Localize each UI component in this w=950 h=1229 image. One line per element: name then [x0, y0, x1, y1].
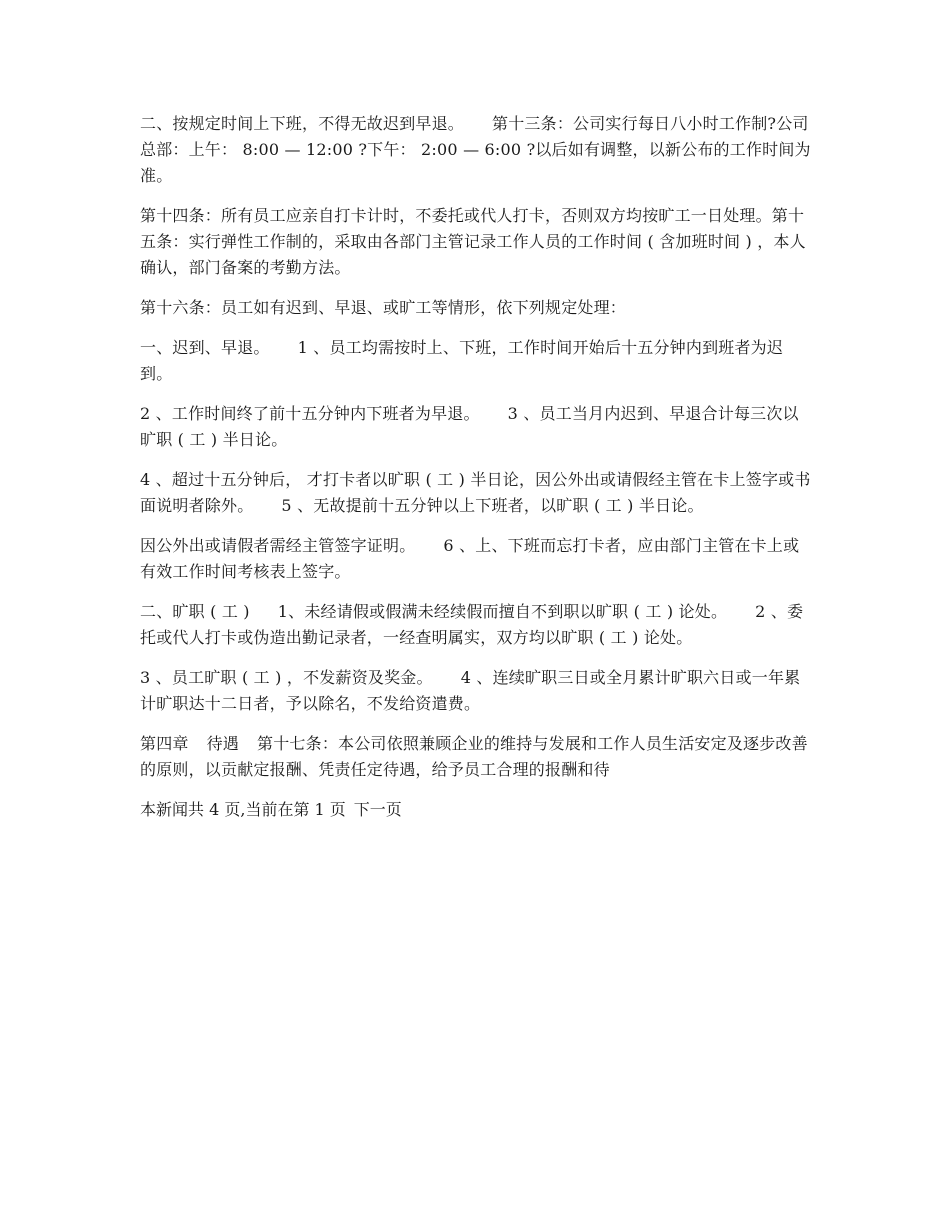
- paragraph: [140, 295, 812, 321]
- paragraph-text: 4 、连续旷职三日或全月累计旷职六日或一年累计旷职达十二日者，予以除名，不发给资遣费。: [140, 668, 801, 713]
- paragraph-text: 二、按规定时间上下班，不得无故迟到早退。: [140, 114, 465, 133]
- paragraph-text: 1、未经请假或假满未经续假而擅自不到职以旷职 ( 工 ) 论处。: [277, 602, 728, 621]
- next-page-link[interactable]: 下一页: [353, 800, 402, 819]
- document-body: [140, 111, 812, 823]
- paragraph-text: 4 、超过十五分钟后， 才打卡者以旷职 ( 工 ) 半日论，因公外出或请假经主管在卡上签字或书面说明者除外。: [140, 470, 811, 515]
- paragraph-text: 第十三条：公司实行每日八小时工作制?公司总部：上午： 8:00 — 12:00 ?下午： 2:00 — 6:00 ?以后如有调整，以新公布的工作时间为准。: [140, 114, 811, 185]
- paragraph: [140, 335, 812, 387]
- paragraph-text: 3 、员工旷职 ( 工 ) ，不发薪资及奖金。: [140, 668, 433, 687]
- paragraph: [140, 111, 812, 189]
- paragraph: [140, 401, 812, 453]
- paragraph-text: 2 、委托或代人打卡或伪造出勤记录者，一经查明属实，双方均以旷职 ( 工 ) 论处。: [140, 602, 804, 647]
- paragraph-text: 第十七条：本公司依照兼顾企业的维持与发展和工作人员生活安定及逐步改善的原则，以贡献定报酬、凭责任定待遇，给予员工合理的报酬和待: [140, 734, 808, 779]
- paragraph-text: 第十六条：员工如有迟到、早退、或旷工等情形，依下列规定处理：: [140, 298, 627, 317]
- paragraph-text: 5 、无故提前十五分钟以上下班者，以旷职 ( 工 ) 半日论。: [281, 496, 704, 515]
- chapter-title: 待遇: [206, 734, 240, 753]
- paragraph-text: 2 、工作时间终了前十五分钟内下班者为早退。: [140, 404, 480, 423]
- paragraph-text: 1 、员工均需按时上、下班，工作时间开始后十五分钟内到班者为迟到。: [140, 338, 784, 383]
- pagination: [140, 797, 812, 823]
- paragraph: [140, 203, 812, 281]
- paragraph: [140, 467, 812, 519]
- paragraph: [140, 599, 812, 651]
- pagination-status: 本新闻共 4 页,当前在第 1 页: [140, 800, 346, 819]
- paragraph: [140, 731, 812, 783]
- paragraph-text: 一、迟到、早退。: [140, 338, 270, 357]
- paragraph: [140, 665, 812, 717]
- paragraph-text: 3 、员工当月内迟到、早退合计每三次以旷职 ( 工 ) 半日论。: [140, 404, 799, 449]
- chapter-heading: 第四章: [140, 734, 189, 753]
- paragraph-text: 二、旷职 ( 工 ): [140, 602, 250, 621]
- paragraph-text: 6 、上、下班而忘打卡者，应由部门主管在卡上或有效工作时间考核表上签字。: [140, 536, 800, 581]
- paragraph-text: 因公外出或请假者需经主管签字证明。: [140, 536, 416, 555]
- paragraph: [140, 533, 812, 585]
- paragraph-text: 第十四条：所有员工应亲自打卡计时，不委托或代人打卡，否则双方均按旷工一日处理。第十五条：实行弹性工作制的，采取由各部门主管记录工作人员的工作时间 ( 含加班时间 ) ，本人确认，部门备案的考勤方法。: [140, 206, 806, 277]
